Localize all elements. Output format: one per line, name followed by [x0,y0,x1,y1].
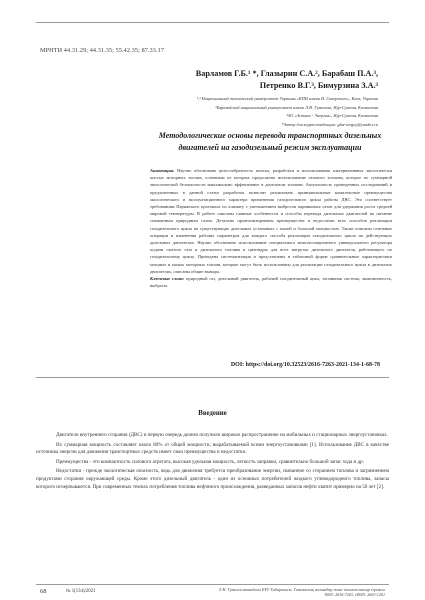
abstract-label: Аннотация. [150,168,175,173]
abstract-text: Научно обоснована целесообразность поиска, разработки и использования альтернативных экологически чистых моторных топлив, основным из которых предложено использование газового топлива, которое по суммарной экологической безопасности максимально эффективное в дизельном топливе. Актуальность проведенных исследований и предложенных в данной статье разработок позволит реализовать принципиальные комплексные преимущества экологического и эксплуатационного характера применения газодизельного цикла работы ДВС. Это соответствует требованиям Парижского протокола по климату с уменьшением выбросов парниковых газов для удержания роста средней мировой температуры. В работе описаны главные особенности и способы перевода дизельных двигателей на питание смешанным природным газом. Детально проанализированы преимущества и недостатки всех способов реализации газодизельного цикла на существующих дизельных установках с малой и большой мощностью. Также описаны основные операции и изменения рабочих параметров для каждого способа реализации газодизельного цикла на действующих дизельных двигателях. Научно обосновано использование специального многопозиционного универсального регулятора подачи сжатого газа и дизельного топлива в цилиндры для всех нагрузок дизельного двигателя, работающего по газодизельному циклу. Проведена систематизация и представлены в табличной форме сравнительные характеристики мощных и малых моторных топлив, которые могут быть использованы для реализации газодизельного цикла в дизельных двигателях, описаны общие выводы. [150,168,392,274]
paper-title: Методологические основы перевода транспортных дизельных двигателей на газодизельный режим эксплуатации [158,131,382,152]
keywords-label: Ключевые слова: [150,276,185,282]
keywords-text: природный газ, дизельный двигатель, рабочий газодизельный цикл, топливная система, экономичность, выбросы. [150,276,392,289]
footer-separator [36,584,389,585]
top-separator [36,22,389,23]
affiliation-3: ³АО «Астана - Энергия», Нур-Султан, Казахстан [286,113,378,119]
journal-name: Л.Н. Гумилев атындағы ЕҰУ Хабаршысы. Техникалық ғылымдар және технологиялар сериясы [218,587,385,592]
abstract-block [150,167,392,289]
intro-body [36,432,389,493]
udk-codes: МРНТИ 44.31.29; 44.31.35; 55.42.35; 87.33.17 [40,47,165,54]
journal-info [165,587,385,597]
doi-link[interactable]: DOI: https://doi.org/10.32523/2616-7263-2021-134-1-68-78 [230,362,380,368]
corresponding-author: *Автор для корреспонденции: glaz-sergey@yandex.ru [281,121,378,127]
page-number: 68 [40,588,47,595]
section-separator [36,377,389,378]
affiliation-2: ²Евразийский национальный университет имени Л.Н. Гумилева, Нур-Султан, Казахстан [215,104,378,110]
journal-issn: ISSN: 2616-7263, eISSN: 2663-1261 [324,592,385,598]
intro-paragraph-3: Преимущества - это компактность силового агрегата, высокая удельная мощность, легкость заправки, сравнительно большой запас хода и др. [56,458,364,465]
intro-heading: Введение [198,410,227,417]
affiliation-1: ¹,³ Национальный технический университет Украины «КПИ имени И. Сикорского», Киев, Украина [196,96,378,101]
intro-paragraph-4: Недостатки - прежде экологическая опасность, ведь для движения требуется преобразование энергии, связанное со сгоранием топлива и загрязнением продуктами сгорания окружающей среды. Кроме этого дизельный двигатель - один из основных потребителей жидкого углеводородного топлива, запасы которого исчерпываются. При современных темпах потребления топлива нефтяного происхождения, разведанных запасов нефти хватит примерно на 50 лет [2]. [36,468,389,490]
issue-number: № 1(134)/2021 [66,589,96,594]
intro-paragraph-1: Двигатели внутреннего сгорания (ДВС) и первую очередь дизели получили широкое распространение на мобильных и стационарных энергоустановках. [56,432,389,438]
authors-line-1: Варламов Г.Б.¹ *, Глазырин С.А.², Барабаш П.А.³, [195,69,378,78]
authors-line-2: Петренко В.Г.³, Бимурзина З.А.³ [259,81,378,90]
intro-paragraph-2: Их суммарная мощность составляет около 80% от общей мощности, вырабатываемой всеми энергоустановками [1]. Использование ДВС в качестве источника энергии для движения транспортных средств имеет свои преимущества и недостатки. [36,441,389,456]
keywords-line [150,275,392,289]
authors-block [58,68,378,92]
affiliations-block [48,95,378,129]
